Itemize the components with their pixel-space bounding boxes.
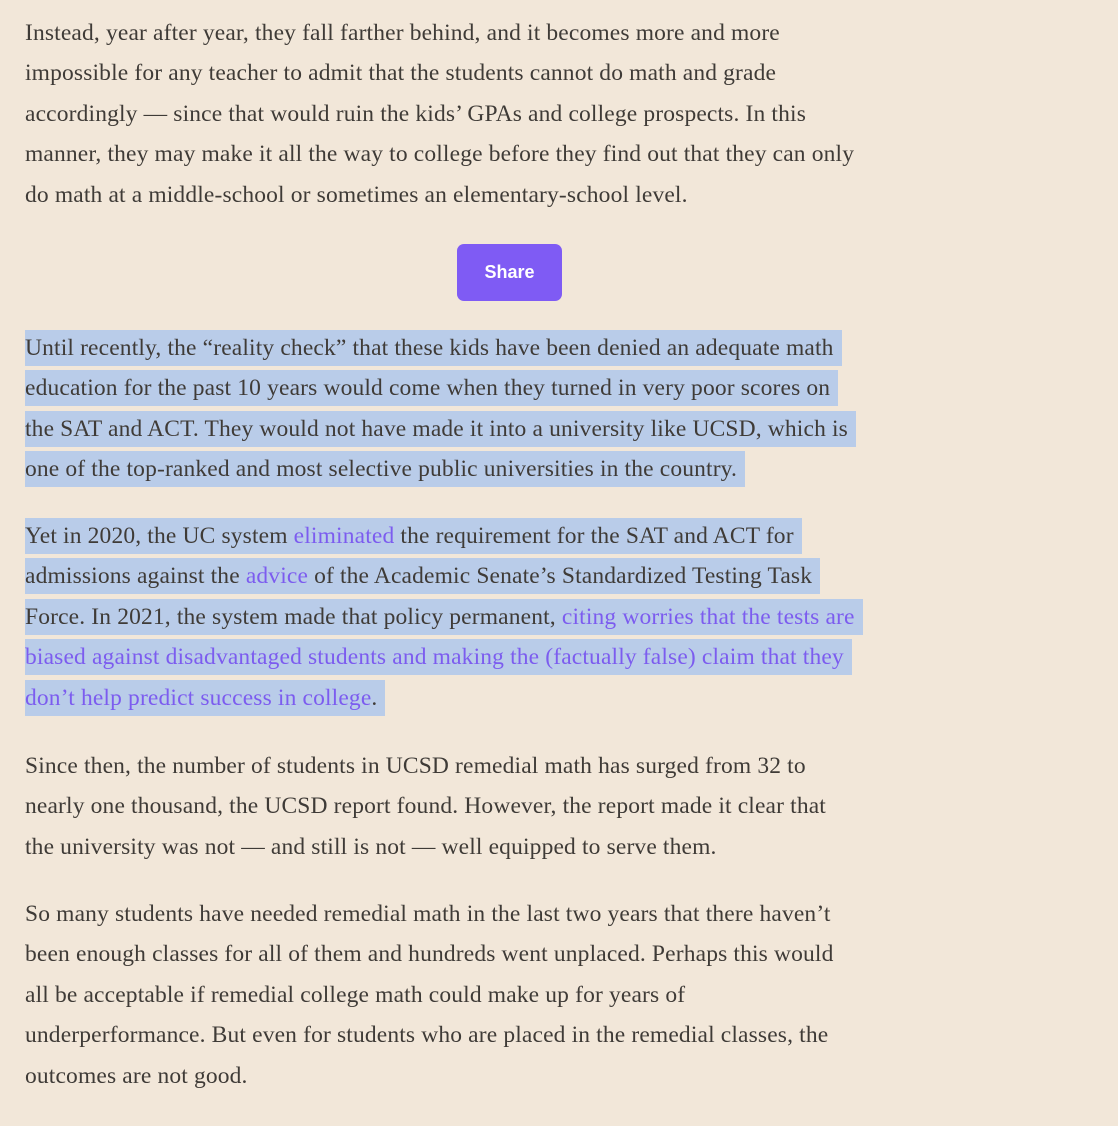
- text-line: do math at a middle-school or sometimes an elementary-school level.: [25, 181, 688, 208]
- paragraph-2-selected: [25, 328, 1025, 490]
- selected-text: [25, 639, 852, 675]
- link-advice[interactable]: advice: [245, 563, 309, 590]
- text-line: Instead, year after year, they fall farther behind, and it becomes more and more: [25, 20, 780, 46]
- text-line: [25, 556, 1025, 596]
- text-line: underperformance. But even for students who are placed in the remedial classes, the: [25, 1022, 829, 1049]
- text-line: manner, they may make it all the way to college before they find out that they can only: [25, 141, 855, 168]
- link-citing-worries-end[interactable]: don’t help predict success in college: [25, 684, 372, 711]
- text-fragment: .: [371, 684, 378, 711]
- text-line: [25, 409, 1025, 449]
- text-fragment: admissions against the: [25, 563, 246, 590]
- paragraph-4: [25, 746, 1025, 867]
- selected-text: [25, 599, 863, 635]
- text-line: [25, 328, 1025, 368]
- selected-text: [25, 518, 802, 554]
- link-citing-worries[interactable]: citing worries that the tests are: [561, 603, 855, 630]
- paragraph-1: [25, 13, 1025, 215]
- text-line: the university was not — and still is not — well equipped to serve them.: [25, 833, 717, 860]
- text-line: Since then, the number of students in UCSD remedial math has surged from 32 to: [25, 753, 806, 779]
- selected-text: [25, 558, 820, 594]
- selected-text: education for the past 10 years would come when they turned in very poor scores on: [25, 370, 838, 406]
- text-line: impossible for any teacher to admit that the students cannot do math and grade: [25, 60, 777, 87]
- text-line: nearly one thousand, the UCSD report found. However, the report made it clear that: [25, 793, 826, 820]
- selected-text: one of the top-ranked and most selective public universities in the country.: [25, 451, 745, 487]
- text-line: [25, 449, 1025, 489]
- text-fragment: Yet in 2020, the UC system: [25, 523, 294, 549]
- text-line: accordingly — since that would ruin the kids’ GPAs and college prospects. In this: [25, 100, 806, 127]
- selected-text: [25, 680, 385, 716]
- text-line: [25, 368, 1025, 408]
- text-line: [25, 597, 1025, 637]
- selected-text: Until recently, the “reality check” that these kids have been denied an adequate math: [25, 330, 842, 366]
- text-line: been enough classes for all of them and hundreds went unplaced. Perhaps this would: [25, 941, 834, 968]
- text-fragment: Force. In 2021, the system made that policy permanent,: [25, 603, 562, 630]
- text-line: So many students have needed remedial math in the last two years that there haven’t: [25, 901, 831, 927]
- text-line: [25, 637, 1025, 677]
- selected-text: the SAT and ACT. They would not have made it into a university like UCSD, which is: [25, 411, 856, 447]
- paragraph-3-selected: [25, 516, 1025, 718]
- paragraph-5: [25, 894, 1025, 1096]
- text-fragment: of the Academic Senate’s Standardized Testing Task: [308, 563, 813, 590]
- link-citing-worries-cont[interactable]: biased against disadvantaged students and making the (factually false) claim that they: [25, 644, 844, 671]
- text-line: all be acceptable if remedial college math could make up for years of: [25, 981, 686, 1008]
- share-button[interactable]: Share: [457, 244, 562, 301]
- text-fragment: the requirement for the SAT and ACT for: [394, 523, 794, 549]
- share-container: [0, 244, 1019, 301]
- text-line: outcomes are not good.: [25, 1062, 248, 1089]
- text-line: [25, 516, 1025, 556]
- link-eliminated[interactable]: eliminated: [293, 523, 395, 549]
- text-line: [25, 678, 1025, 718]
